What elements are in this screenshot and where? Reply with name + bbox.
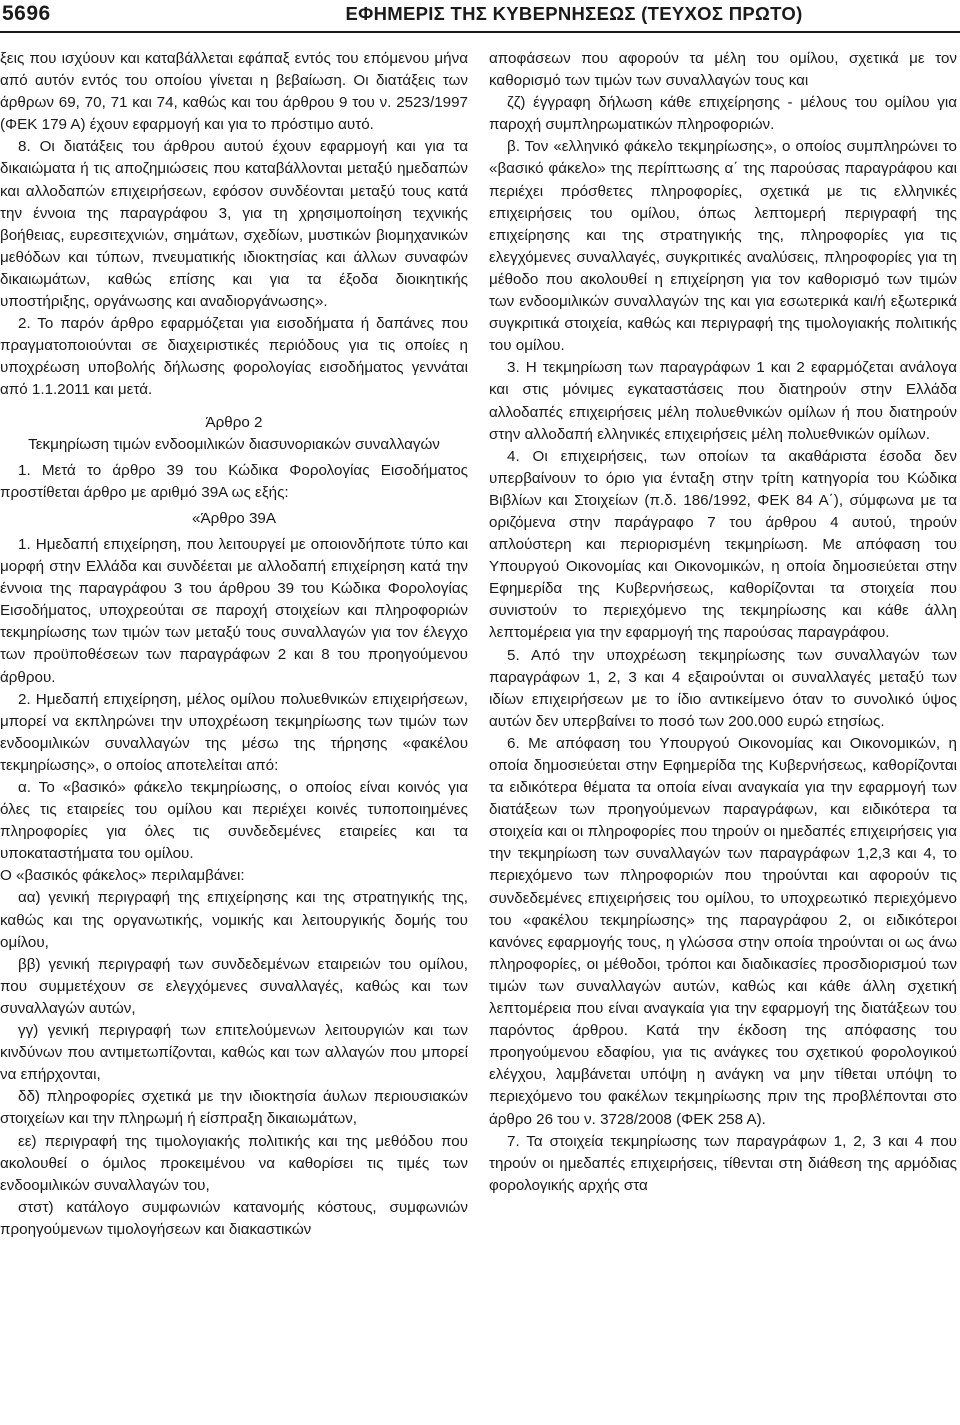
paragraph: 1. Ημεδαπή επιχείρηση, που λειτουργεί με οποιονδήποτε τύπο και μορφή στην Ελλάδα και συνδέεται με αλλοδαπή επιχείρηση κατά την έννοια της παραγράφου 3 του άρθρου 39 του Κώδικα Φορολογίας Εισοδήματος, υποχρεούται σε παροχή στοιχείων και πληροφοριών τεκμηρίωσης των τιμών των μεταξύ τους συναλλαγών για τον έλεγχο των προϋποθέσεων των παραγράφων 2 και 8 του προηγούμενου άρθρου. bbox=[0, 535, 468, 686]
paragraph: δδ) πληροφορίες σχετικά με την ιδιοκτησία άυλων περιουσιακών στοιχείων και την πληρωμή ή είσπραξη δικαιωμάτων, bbox=[0, 1088, 468, 1128]
paragraph: 3. Η τεκμηρίωση των παραγράφων 1 και 2 εφαρμόζεται ανάλογα και στις μόνιμες εγκαταστάσεις που διατηρούν στην Ελλάδα αλλοδαπές επιχειρήσεις μέλη πολυεθνικών ομίλων ή που διατηρούν στην αλλοδαπή ελληνικές επιχειρήσεις μέλη πολυεθνικών ομίλων. bbox=[489, 359, 957, 443]
paragraph: 1. Μετά το άρθρο 39 του Κώδικα Φορολογίας Εισοδήματος προστίθεται άρθρο με αριθμό 39Α ως εξής: bbox=[0, 461, 468, 501]
page-header bbox=[0, 0, 960, 36]
left-column bbox=[0, 48, 468, 1241]
header-rule bbox=[0, 31, 960, 33]
paragraph: γγ) γενική περιγραφή των επιτελούμενων λειτουργιών και των κινδύνων που αντιμετωπίζονται, καθώς και των αλλαγών που μπορεί να επήρχονται, bbox=[0, 1022, 468, 1084]
paragraph: αα) γενική περιγραφή της επιχείρησης και της στρατηγικής της, καθώς και της οργανωτικής, νομικής και λειτουργικής δομής του ομίλου, bbox=[0, 889, 468, 951]
paragraph: β. Τον «ελληνικό φάκελο τεκμηρίωσης», ο οποίος συμπληρώνει το «βασικό φάκελο» της περίπτωσης α΄ της παρούσας παραγράφου και περιέχει πρόσθετες πληροφορίες, σχετικά με τις ελληνικές επιχειρήσεις του ομίλου, όπως λεπτομερή περιγραφή της επιχείρησης και της στρατηγικής της, πληροφορίες για τις ελεγχόμενες συναλλαγές, συγκριτικές αναλύσεις, πληροφορίες για τη μέθοδο που ακολουθεί η επιχείρηση για τον καθορισμό των τιμών των ενδοομιλικών συναλλαγών της και για εσωτερικά και/ή εξωτερικά συγκριτικά στοιχεία, καθώς και περιγραφή της τιμολογιακής πολιτικής του ομίλου. bbox=[489, 138, 957, 355]
article-subtitle: Τεκμηρίωση τιμών ενδοομιλικών διασυνοριακών συναλλαγών bbox=[28, 435, 440, 453]
page-number: 5696 bbox=[2, 2, 51, 25]
paragraph: α. Το «βασικό» φάκελο τεκμηρίωσης, ο οποίος είναι κοινός για όλες τις εταιρείες του ομίλου και περιέχει κοινές τυποποιημένες πληροφορίες για όλες τις συνδεδεμένες εταιρείες και τα υποκαταστήματα του ομίλου. bbox=[0, 779, 468, 863]
paragraph: 5. Από την υποχρέωση τεκμηρίωσης των συναλλαγών των παραγράφων 1, 2, 3 και 4 εξαιρούνται οι συναλλαγές μεταξύ των ιδίων επιχειρήσεων με το ίδιο αντικείμενο όταν το συνολικό ύψος αυτών δεν υπερβαίνει το ποσό των 200.000 ευρώ ετησίως. bbox=[489, 646, 957, 730]
right-column bbox=[489, 48, 957, 1197]
paragraph: 2. Το παρόν άρθρο εφαρμόζεται για εισοδήματα ή δαπάνες που πραγματοποιούνται σε διαχειριστικές περιόδους για τις οποίες η υποχρέωση υποβολής δήλωσης φορολογίας εισοδήματος γεννάται από 1.1.2011 και μετά. bbox=[0, 315, 468, 399]
paragraph: Ο «βασικός φάκελος» περιλαμβάνει: bbox=[0, 867, 245, 885]
paragraph: 2. Ημεδαπή επιχείρηση, μέλος ομίλου πολυεθνικών επιχειρήσεων, μπορεί να εκπληρώνει την υποχρέωση τεκμηρίωσης των τιμών των ενδοομιλικών συναλλαγών της μέσω της τήρησης «φακέλου τεκμηρίωσης», ο οποίος αποτελείται από: bbox=[0, 690, 468, 774]
paragraph: ββ) γενική περιγραφή των συνδεδεμένων εταιρειών του ομίλου, που συμμετέχουν σε ελεγχόμενες συναλλαγές, καθώς και των συναλλαγών αυτών, bbox=[0, 955, 468, 1017]
paragraph: 8. Οι διατάξεις του άρθρου αυτού έχουν εφαρμογή και για τα δικαιώματα ή τις αποζημιώσεις που καταβάλλονται μεταξύ ημεδαπών και αλλοδαπών επιχειρήσεων, εφόσον συνδέονται μεταξύ τους κατά την έννοια της παραγράφου 3, για τη χρησιμοποίηση τεχνικής βοήθειας, ευρεσιτεχνιών, σημάτων, σχεδίων, μυστικών βιομηχανικών μεθόδων και τύπων, πνευματικής ιδιοκτησίας και άλλων συναφών δικαιωμάτων, καθώς επίσης και για τα έξοδα διοικητικής υποστήριξης, οργάνωσης και αναδιοργάνωσης». bbox=[0, 138, 468, 311]
paragraph: στστ) κατάλογο συμφωνιών κατανομής κόστους, συμφωνιών προηγούμενων τιμολογήσεων και διακαστικών bbox=[0, 1198, 468, 1238]
paragraph: 6. Με απόφαση του Υπουργού Οικονομίας και Οικονομικών, η οποία δημοσιεύεται στην Εφημερίδα της Κυβερνήσεως, καθορίζονται τα ειδικότερα θέματα τα οποία είναι αναγκαία για την εφαρμογή των διατάξεων των προηγούμενων παραγράφων, και ειδικότερα τα στοιχεία και οι πληροφορίες που τηρούν οι ημεδαπές επιχειρήσεις για την τεκμηρίωση των συναλλαγών των παραγράφων 1,2,3 και 4, το περιεχόμενο των πληροφοριών που τηρούνται και αφορούν τις συνδεδεμένες επιχειρήσεις του ομίλου, το υποχρεωτικό περιεχόμενο του «φακέλου τεκμηρίωσης» της παραγράφου 2, οι ειδικότεροι κανόνες εφαρμογής τους, η γλώσσα στην οποία τηρούνται οι ως άνω πληροφορίες, οι μέθοδοι, τρόποι και διαδικασίες προσδιορισμού των τιμών των συναλλαγών αυτών, καθώς και κάθε άλλη σχετική λεπτομέρεια που είναι αναγκαία για την εφαρμογή της διατάξεων του παρόντος άρθρου. Κατά την έκδοση της απόφασης του προηγούμενου εδαφίου, για τις ανάγκες του σχετικού φορολογικού ελέγχου, λαμβάνεται υπόψη η ανάγκη να μην τίθεται υπόψη το περιεχόμενο του φακέλων τεκμηρίωσης πριν της προβλέπονται στο άρθρο 26 του ν. 3728/2008 (ΦΕΚ 258 Α). bbox=[489, 734, 957, 1128]
paragraph: 7. Τα στοιχεία τεκμηρίωσης των παραγράφων 1, 2, 3 και 4 που τηρούν οι ημεδαπές επιχειρήσεις, τίθενται στη διάθεση της αρμόδιας φορολογικής αρχής στα bbox=[489, 1132, 957, 1194]
paragraph: αποφάσεων που αφορούν τα μέλη του ομίλου, σχετικά με τον καθορισμό των τιμών των συναλλαγών τους και bbox=[489, 50, 957, 90]
paragraph: ζζ) έγγραφη δήλωση κάθε επιχείρησης - μέλους του ομίλου για παροχή συμπληρωματικών πληροφοριών. bbox=[489, 94, 957, 134]
article-title: Άρθρο 2 bbox=[205, 413, 263, 431]
paragraph: ξεις που ισχύουν και καταβάλλεται εφάπαξ εντός του επόμενου μήνα από αυτόν εντός του οποίου γίνεται η βεβαίωση. Οι διατάξεις των άρθρων 69, 70, 71 και 74, καθώς και του άρθρου 9 του ν. 2523/1997 (ΦΕΚ 179 Α) έχουν εφαρμογή και για το πρόστιμο αυτό. bbox=[0, 50, 468, 134]
paragraph: εε) περιγραφή της τιμολογιακής πολιτικής και της μεθόδου που ακολουθεί ο όμιλος προκειμένου να καθορίσει τις τιμές των ενδοομιλικών συναλλαγών του, bbox=[0, 1132, 468, 1194]
journal-title: ΕΦΗΜΕΡΙΣ ΤΗΣ ΚΥΒΕΡΝΗΣΕΩΣ (ΤΕΥΧΟΣ ΠΡΩΤΟ) bbox=[345, 3, 803, 24]
quoted-article-title: «Άρθρο 39Α bbox=[192, 509, 276, 527]
paragraph: 4. Οι επιχειρήσεις, των οποίων τα ακαθάριστα έσοδα δεν υπερβαίνουν το όριο για ένταξη στην τρίτη κατηγορία του Κώδικα Βιβλίων και Στοιχείων (π.δ. 186/1992, ΦΕΚ 84 Α΄), σύμφωνα με τα οριζόμενα στην παράγραφο 7 του άρθρου 4 αυτού, τηρούν απλούστερη και περιορισμένη τεκμηρίωση. Με απόφαση του Υπουργού Οικονομίας και Οικονομικών, η οποία δημοσιεύεται στην Εφημερίδα της Κυβερνήσεως, καθορίζονται τα στοιχεία που συνιστούν το περιεχόμενο της τεκμηρίωσης και κάθε άλλη λεπτομέρεια για την εφαρμογή της παρούσας παραγράφου. bbox=[489, 447, 957, 642]
